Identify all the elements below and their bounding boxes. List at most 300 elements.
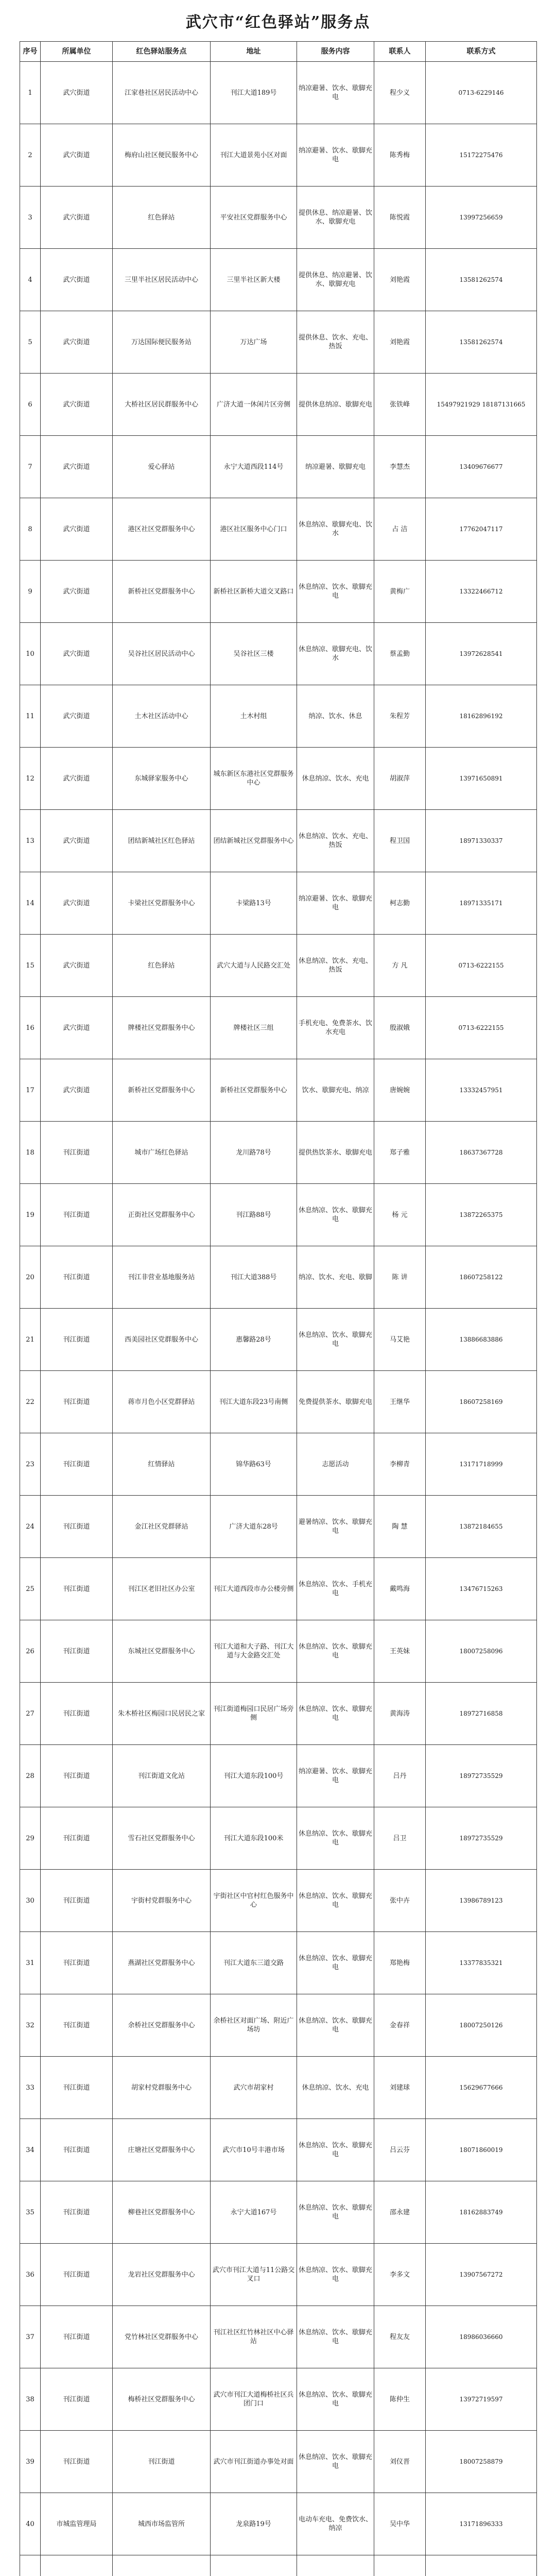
cell-services: 休息纳凉、饮水、歇脚充电 [297,1184,374,1246]
cell-contact-person: 唐婉婉 [374,1059,426,1122]
cell-unit: 刊江街道 [41,2181,113,2244]
cell-phone: 0713-6229146 [426,62,537,124]
cell-address: 武穴市刊江大道与11公路交叉口 [211,2244,297,2306]
cell-contact-person: 李柳青 [374,1433,426,1496]
cell-station: 雪石社区党群服务中心 [113,1807,211,1870]
cell-unit: 刊江街道 [41,1994,113,2057]
cell-unit: 刊江街道 [41,1496,113,1558]
cell-address: 刊江大道388号 [211,1246,297,1309]
cell-address: 龙川路78号 [211,1122,297,1184]
cell-station: 城西市场监管所 [113,2493,211,2555]
cell-services: 休息纳凉、饮水、歇脚充电 [297,1620,374,1683]
cell-contact-person: 陈悦霞 [374,187,426,249]
cell-services: 休息纳凉、饮水、歇脚充电 [297,1683,374,1745]
cell-unit: 武穴街道 [41,124,113,187]
cell-index: 26 [20,1620,41,1683]
cell-index: 29 [20,1807,41,1870]
cell-phone: 15497921929 18187131665 [426,374,537,436]
cell-index: 34 [20,2119,41,2181]
table-row [20,1870,537,1932]
cell-unit: 武穴街道 [41,1059,113,1122]
cell-contact-person: 刘仪晋 [374,2431,426,2493]
cell-unit: 刊江街道 [41,2368,113,2431]
table-row [20,2368,537,2431]
table-row [20,1371,537,1433]
cell-phone: 18071860019 [426,2119,537,2181]
table-row [20,685,537,748]
cell-index: 20 [20,1246,41,1309]
cell-phone: 18972716858 [426,1683,537,1745]
cell-address: 武穴市10号丰港市场 [211,2119,297,2181]
cell-services: 休息纳凉、饮水、歇脚充电 [297,2431,374,2493]
cell-contact-person: 方 凡 [374,935,426,997]
cell-address: 刊江大道和大子路、刊江大道与大金路交汇处 [211,1620,297,1683]
cell-index: 5 [20,311,41,374]
cell-phone: 18007258879 [426,2431,537,2493]
cell-services: 提供休息、纳凉避暑、饮水、歇脚充电 [297,187,374,249]
cell-phone: 18607258122 [426,1246,537,1309]
cell-services: 纳凉避暑、歇脚充电 [297,436,374,498]
cell-phone: 13581262574 [426,249,537,311]
cell-services: 手机充电、免费茶水、饮水充电 [297,997,374,1059]
cell-index: 19 [20,1184,41,1246]
service-points-table [20,41,537,2576]
table-row [20,2119,537,2181]
cell-address: 惠馨路28号 [211,1309,297,1371]
cell-index: 11 [20,685,41,748]
table-row [20,935,537,997]
cell-address: 永宁大道西段114号 [211,436,297,498]
cell-unit: 刊江街道 [41,2057,113,2119]
cell-phone: 18607258169 [426,1371,537,1433]
cell-address: 土木村组 [211,685,297,748]
header-index: 序号 [20,42,41,62]
cell-index: 35 [20,2181,41,2244]
cell-address: 城东新区东港社区党群服务中心 [211,748,297,810]
table-row [20,1059,537,1122]
cell-unit: 刊江街道 [41,1745,113,1807]
cell-index: 39 [20,2431,41,2493]
cell-phone: 0713-6222155 [426,935,537,997]
cell-station: 大桥社区居民群服务中心 [113,374,211,436]
cell-phone: 13872265375 [426,1184,537,1246]
cell-address: 武穴大道与人民路交汇处 [211,935,297,997]
table-row [20,436,537,498]
cell-address: 万达广场 [211,311,297,374]
cell-unit: 刊江街道 [41,1122,113,1184]
cell-index: 25 [20,1558,41,1620]
cell-index: 18 [20,1122,41,1184]
cell-contact-person: 刘艳霞 [374,249,426,311]
cell-unit: 刊江街道 [41,2431,113,2493]
cell-station: 新桥社区党群服务中心 [113,561,211,623]
cell-station: 港区社区党群服务中心 [113,498,211,561]
cell-station: 新桥社区党群服务中心 [113,1059,211,1122]
cell-contact-person: 程卫国 [374,810,426,872]
cell-services [297,2555,374,2576]
cell-address: 广济大道一休闲片区旁侧 [211,374,297,436]
cell-phone: 13971650891 [426,748,537,810]
cell-services: 纳凉避暑、饮水、歇脚充电 [297,1745,374,1807]
cell-index: 10 [20,623,41,685]
cell-address: 平安社区党群服务中心 [211,187,297,249]
table-row [20,1683,537,1745]
cell-services: 休息纳凉、饮水、歇脚充电 [297,1807,374,1870]
cell-services: 休息纳凉、饮水、歇脚充电 [297,2244,374,2306]
cell-station: 正街社区党群服务中心 [113,1184,211,1246]
cell-station: 胡家村党群服务中心 [113,2057,211,2119]
cell-services: 休息纳凉、饮水、歇脚充电 [297,1870,374,1932]
cell-address: 刊江大道东段23号南侧 [211,1371,297,1433]
cell-contact-person: 张铁峰 [374,374,426,436]
cell-unit: 武穴街道 [41,187,113,249]
table-body [20,62,537,2576]
cell-unit: 刊江街道 [41,1683,113,1745]
cell-unit: 刊江街道 [41,2244,113,2306]
cell-unit: 武穴街道 [41,935,113,997]
cell-station: 刊江街道 [113,2431,211,2493]
cell-phone: 18637367728 [426,1122,537,1184]
cell-phone: 17762047117 [426,498,537,561]
cell-phone: 0713-6222155 [426,997,537,1059]
cell-station: 燕湖社区党群服务中心 [113,1932,211,1994]
cell-station: 江家巷社区居民活动中心 [113,62,211,124]
cell-unit: 刊江街道 [41,1807,113,1870]
cell-station: 红色驿站 [113,935,211,997]
cell-services: 休息纳凉、歇脚充电、饮水 [297,623,374,685]
cell-index: 16 [20,997,41,1059]
table-row [20,249,537,311]
cell-contact-person: 胡淑萍 [374,748,426,810]
table-row [20,1807,537,1870]
cell-contact-person: 马艾艳 [374,1309,426,1371]
cell-phone: 18007250126 [426,1994,537,2057]
cell-address: 新桥社区党群服务中心 [211,1059,297,1122]
cell-phone: 13409676677 [426,436,537,498]
cell-address: 武穴市胡家村 [211,2057,297,2119]
cell-services: 休息纳凉、歇脚充电、饮水 [297,498,374,561]
cell-services: 休息纳凉、饮水、歇脚充电 [297,2181,374,2244]
cell-services: 休息纳凉、饮水、歇脚充电 [297,2368,374,2431]
cell-unit: 刊江街道 [41,1246,113,1309]
cell-contact-person: 刘建球 [374,2057,426,2119]
cell-contact-person [374,2555,426,2576]
cell-phone: 13171896333 [426,2493,537,2555]
cell-contact-person: 程少义 [374,62,426,124]
table-row [20,187,537,249]
cell-contact-person: 邵永建 [374,2181,426,2244]
header-services: 服务内容 [297,42,374,62]
cell-address: 刊江大道景苑小区对面 [211,124,297,187]
cell-services: 免费提供茶水、歇脚充电 [297,1371,374,1433]
cell-station: 梅桥社区党群服务中心 [113,2368,211,2431]
cell-address: 龙泉路19号 [211,2493,297,2555]
cell-station: 城市广场红色驿站 [113,1122,211,1184]
cell-contact-person: 王继华 [374,1371,426,1433]
cell-unit: 刊江街道 [41,1558,113,1620]
table-row [20,311,537,374]
cell-phone: 13322466712 [426,561,537,623]
table-row [20,2181,537,2244]
cell-phone: 13872184655 [426,1496,537,1558]
cell-address: 刊江大道东段100号 [211,1745,297,1807]
cell-contact-person: 占 洁 [374,498,426,561]
cell-unit: 武穴街道 [41,374,113,436]
cell-index: 14 [20,872,41,935]
cell-unit: 武穴街道 [41,311,113,374]
cell-station: 红色驿站 [113,187,211,249]
cell-phone: 18986036660 [426,2306,537,2368]
cell-address: 武穴市刊江街道办事处对面 [211,2431,297,2493]
header-phone: 联系方式 [426,42,537,62]
cell-contact-person: 刘艳霞 [374,311,426,374]
cell-unit: 武穴街道 [41,436,113,498]
table-row [20,1558,537,1620]
cell-phone: 13997256659 [426,187,537,249]
cell-station: 余桥社区党群服务中心 [113,1994,211,2057]
cell-services: 饮水、歇脚充电、纳凉 [297,1059,374,1122]
table-row [20,2057,537,2119]
cell-station: 团结新城社区红色驿站 [113,810,211,872]
table-row [20,623,537,685]
cell-services: 休息纳凉、饮水、充电 [297,748,374,810]
cell-address: 三里半社区新大楼 [211,249,297,311]
table-row [20,748,537,810]
cell-index: 24 [20,1496,41,1558]
cell-services: 纳凉、饮水、休息 [297,685,374,748]
cell-address: 卡梁路13号 [211,872,297,935]
cell-index: 2 [20,124,41,187]
table-row [20,1620,537,1683]
cell-station: 三里半社区居民活动中心 [113,249,211,311]
cell-contact-person: 王英妹 [374,1620,426,1683]
cell-address: 刊江大道东三道交路 [211,1932,297,1994]
table-row [20,2555,537,2576]
cell-unit: 武穴街道 [41,997,113,1059]
cell-station: 东城社区党群服务中心 [113,1620,211,1683]
cell-phone [426,2555,537,2576]
header-unit: 所属单位 [41,42,113,62]
cell-contact-person: 郑艳梅 [374,1932,426,1994]
cell-services: 提供休息纳凉、歇脚充电 [297,374,374,436]
cell-index: 30 [20,1870,41,1932]
cell-services: 休息纳凉、饮水、手机充电 [297,1558,374,1620]
cell-unit: 武穴街道 [41,498,113,561]
table-row [20,1122,537,1184]
cell-contact-person: 朱程芳 [374,685,426,748]
cell-station: 蒋市月色小区党群驿站 [113,1371,211,1433]
cell-services: 电动车充电、免费饮水、纳凉 [297,2493,374,2555]
table-row [20,1745,537,1807]
cell-contact-person: 黄海涛 [374,1683,426,1745]
cell-contact-person: 吕丹 [374,1745,426,1807]
cell-address: 港区社区服务中心门口 [211,498,297,561]
cell-address: 刊江街道梅园口民居广场旁侧 [211,1683,297,1745]
cell-services: 提供休息、饮水、充电、热饭 [297,311,374,374]
cell-contact-person: 吕云芬 [374,2119,426,2181]
cell-phone: 13476715263 [426,1558,537,1620]
page-title: 武穴市“红色驿站”服务点 [185,13,371,31]
cell-services: 休息纳凉、饮水、歇脚充电 [297,2119,374,2181]
cell-address: 广济大道东28号 [211,1496,297,1558]
cell-contact-person: 殷淑娥 [374,997,426,1059]
table-row [20,2431,537,2493]
cell-index: 23 [20,1433,41,1496]
cell-index: 36 [20,2244,41,2306]
cell-contact-person: 吴中华 [374,2493,426,2555]
cell-contact-person: 黄梅广 [374,561,426,623]
cell-index: 12 [20,748,41,810]
table-row [20,2306,537,2368]
cell-index: 4 [20,249,41,311]
cell-unit: 刊江街道 [41,1309,113,1371]
cell-station: 东城驿家服务中心 [113,748,211,810]
cell-index [20,2555,41,2576]
cell-index: 1 [20,62,41,124]
cell-index: 3 [20,187,41,249]
cell-unit: 武穴街道 [41,249,113,311]
cell-services: 避暑纳凉、饮水、歇脚充电 [297,1496,374,1558]
cell-phone: 13972628541 [426,623,537,685]
cell-address: 吴谷社区三楼 [211,623,297,685]
cell-phone: 13377835321 [426,1932,537,1994]
cell-index: 7 [20,436,41,498]
cell-station: 梅府山社区便民服务中心 [113,124,211,187]
table-row [20,374,537,436]
cell-unit: 武穴街道 [41,748,113,810]
cell-address [211,2555,297,2576]
cell-index: 31 [20,1932,41,1994]
cell-phone: 13986789123 [426,1870,537,1932]
cell-phone: 18162883749 [426,2181,537,2244]
cell-contact-person: 李慧杰 [374,436,426,498]
cell-address: 永宁大道167号 [211,2181,297,2244]
cell-index: 17 [20,1059,41,1122]
cell-phone: 13332457951 [426,1059,537,1122]
cell-index: 15 [20,935,41,997]
table-row [20,2493,537,2555]
cell-address: 武穴市刊江大道梅桥社区兵团门口 [211,2368,297,2431]
cell-address: 刊江大道东段100米 [211,1807,297,1870]
header-station: 红色驿站服务点 [113,42,211,62]
cell-services: 休息纳凉、饮水、充电、热饭 [297,810,374,872]
cell-station: 刊江街道文化站 [113,1745,211,1807]
cell-phone: 15629677666 [426,2057,537,2119]
cell-station: 刊江非营业基地服务站 [113,1246,211,1309]
cell-phone: 18971330337 [426,810,537,872]
cell-services: 休息纳凉、饮水、歇脚充电 [297,1994,374,2057]
cell-index: 6 [20,374,41,436]
cell-services: 休息纳凉、饮水、歇脚充电 [297,1932,374,1994]
cell-index: 21 [20,1309,41,1371]
cell-unit: 刊江街道 [41,1433,113,1496]
cell-station: 柳巷社区党群服务中心 [113,2181,211,2244]
cell-unit: 刊江街道 [41,1932,113,1994]
cell-phone: 13886683886 [426,1309,537,1371]
cell-unit: 刊江街道 [41,2119,113,2181]
cell-services: 纳凉避暑、饮水、歇脚充电 [297,62,374,124]
table-row [20,561,537,623]
cell-services: 休息纳凉、饮水、充电 [297,2057,374,2119]
cell-phone: 18162896192 [426,685,537,748]
table-row [20,498,537,561]
table-row [20,872,537,935]
cell-station: 庄塘社区党群服务中心 [113,2119,211,2181]
cell-phone: 15172275476 [426,124,537,187]
cell-station [113,2555,211,2576]
cell-index: 8 [20,498,41,561]
cell-phone: 18971335171 [426,872,537,935]
cell-phone: 13972719597 [426,2368,537,2431]
cell-contact-person: 吕卫 [374,1807,426,1870]
cell-unit: 武穴街道 [41,561,113,623]
cell-unit: 武穴街道 [41,872,113,935]
table-row [20,810,537,872]
cell-services: 休息纳凉、饮水、歇脚充电 [297,2306,374,2368]
cell-unit: 武穴街道 [41,685,113,748]
cell-address: 锦华路63号 [211,1433,297,1496]
cell-address: 余桥社区对面广场、附近广场坊 [211,1994,297,2057]
table-row [20,1994,537,2057]
table-row [20,2244,537,2306]
table-row [20,997,537,1059]
cell-contact-person: 陈秀梅 [374,124,426,187]
table-row [20,1496,537,1558]
cell-station: 朱木桥社区梅园口民居民之家 [113,1683,211,1745]
cell-station: 卡梁社区党群服务中心 [113,872,211,935]
cell-address: 团结新城社区党群服务中心 [211,810,297,872]
cell-contact-person: 陈 讲 [374,1246,426,1309]
cell-contact-person: 蔡孟勤 [374,623,426,685]
cell-phone: 18972735529 [426,1745,537,1807]
table-row [20,1433,537,1496]
table-header-row [20,42,537,62]
cell-services: 志愿活动 [297,1433,374,1496]
cell-unit: 刊江街道 [41,1184,113,1246]
cell-index: 38 [20,2368,41,2431]
table-row [20,62,537,124]
cell-services: 休息纳凉、饮水、歇脚充电 [297,561,374,623]
cell-index: 28 [20,1745,41,1807]
cell-index: 13 [20,810,41,872]
cell-station: 刊江区老旧社区办公室 [113,1558,211,1620]
cell-unit: 刊江街道 [41,1870,113,1932]
cell-unit: 刊江街道 [41,2306,113,2368]
cell-contact-person: 柯志勤 [374,872,426,935]
cell-unit: 刊江街道 [41,1620,113,1683]
cell-contact-person: 程友友 [374,2306,426,2368]
cell-station: 龙岩社区党群服务中心 [113,2244,211,2306]
header-contact-person: 联系人 [374,42,426,62]
cell-station: 牌楼社区党群服务中心 [113,997,211,1059]
cell-phone: 13907567272 [426,2244,537,2306]
cell-station: 西美园社区党群服务中心 [113,1309,211,1371]
table-row [20,1932,537,1994]
cell-index: 27 [20,1683,41,1745]
cell-contact-person: 李多文 [374,2244,426,2306]
cell-address: 牌楼社区三组 [211,997,297,1059]
cell-station: 红情驿站 [113,1433,211,1496]
cell-contact-person: 杨 元 [374,1184,426,1246]
cell-phone: 13581262574 [426,311,537,374]
table-row [20,1246,537,1309]
cell-station: 金江社区党群驿站 [113,1496,211,1558]
cell-unit: 刊江街道 [41,1371,113,1433]
cell-station: 土木社区活动中心 [113,685,211,748]
cell-services: 休息纳凉、饮水、充电、热饭 [297,935,374,997]
cell-address: 宇街社区中官村红色服务中心 [211,1870,297,1932]
cell-station: 万达国际便民服务站 [113,311,211,374]
